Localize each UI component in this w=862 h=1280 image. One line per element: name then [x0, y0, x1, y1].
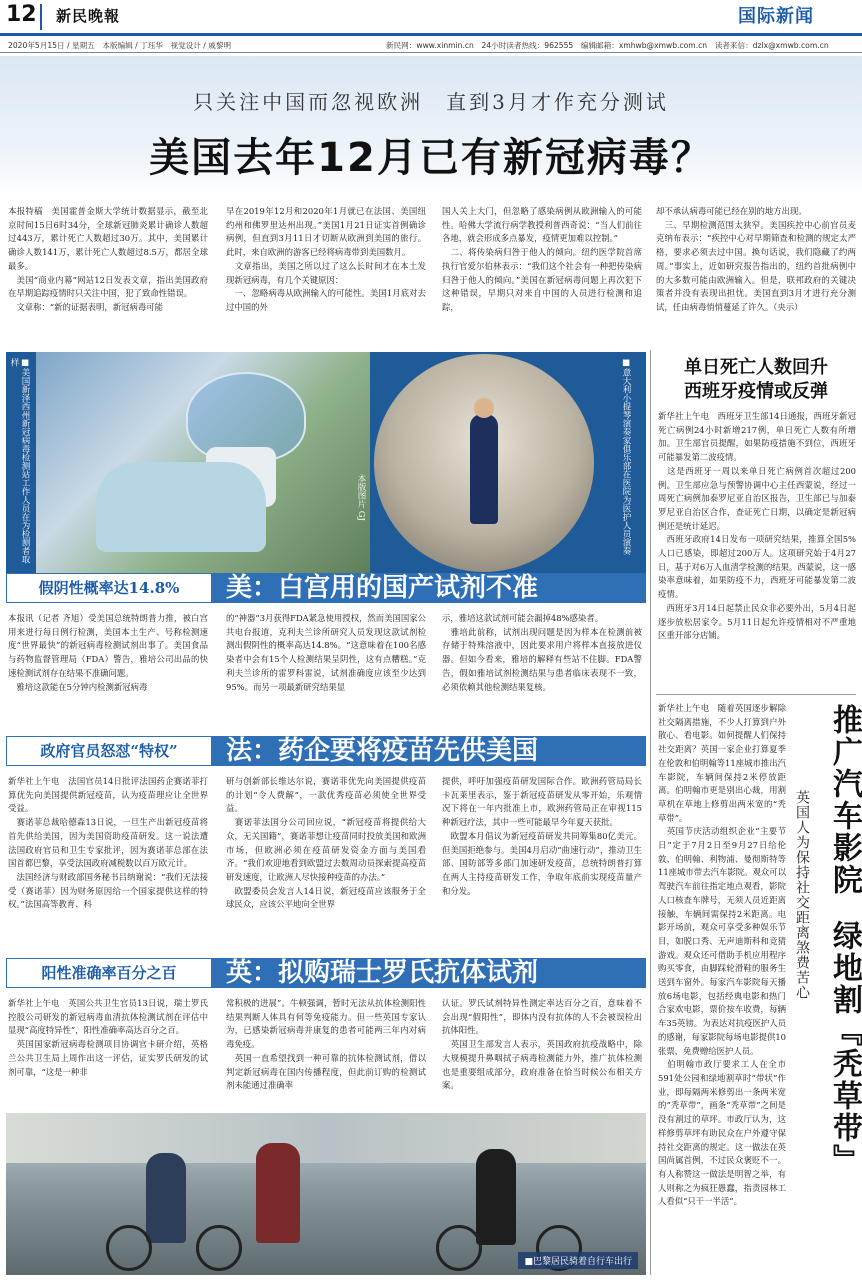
story-uk-side-label: 阳性准确率百分之百 — [6, 958, 212, 988]
story-uk-headline: 英：拟购瑞士罗氏抗体试剂 — [226, 958, 539, 988]
story-uk-column-2: 常积极的进展”。牛顿强调，暂时无法从抗体检测阳性结果判断人体具有何等免疫能力。但一些英国专家认为，已感染新冠病毒并康复的患者可能两三年内对病毒免疫。 英国一直希望找到一种可靠的抗体检测试剂，借以判定新冠病毒在国内传播程度，但此前订购的检测试剂未能通过准确率 — [226, 998, 426, 1091]
cinema-subtitle: 英国人为保持社交距离煞费苦心 — [794, 790, 810, 1000]
glove-shape — [96, 462, 266, 552]
masthead-rule — [0, 33, 862, 36]
paper-name: 新民晚報 — [56, 7, 121, 25]
masthead-divider — [40, 4, 42, 30]
meta-rule — [0, 52, 862, 53]
page-number: 12 — [6, 2, 37, 27]
lead-column-4: 却不承认病毒可能已经在别的地方出现。 三、早期检测范围太狭窄。美国疾控中心前官员麦克纳布表示：“疾控中心对早期筛查和检测的规定太严格，要求必须去过中国。换句话说，我们隐藏了约两周。”事实上，近如研究报告指出的，纽约首批病例中的大多数可能由欧洲输入。但是，联邦政府的关键决策者并没有表现出担忧。美国直到3月才进行充分测试，任由病毒悄悄蔓延了许久。（央示） — [656, 206, 856, 312]
masthead — [0, 0, 862, 34]
bike-wheel-3 — [436, 1225, 482, 1271]
story-uk-column-1: 新华社上午电 英国公共卫生官员13日说，瑞士罗氏控股公司研发的新冠病毒血清抗体检测试剂在评估中显现“高度特异性”，阳性准确率高达百分之百。 英国国家新冠病毒检测项目协调官卡研介绍，英格兰公共卫生局上周作出这一评估，证实罗氏研发的试剂可靠，“这是一种非 — [8, 998, 208, 1077]
story-us-column-1: 本报讯（记者 齐旭）受美国总统特朗普力推，被白宫用来进行每日例行检测，美国本土生产、号称检测速度“世界最快”的新冠病毒检测试剂出事了。美国食品与药物监督管理局（FDA）警告，雅培公司出品的快速检测试剂存在结果不准确问题。 雅培这款能在5分钟内检测新冠病毒 — [8, 613, 208, 692]
sidebar-divider — [656, 694, 856, 695]
caption-left: ■美国新泽西州新冠病毒检测站工作人员在为检测者取样 — [9, 358, 30, 564]
cinema-body: 新华社上午电 随着英国逐步解除社交隔离措施，不少人打算到户外散心、看电影。如何提醒人们保持社交距离？英国一家企业打算夏季在伦敦和伯明翰等11座城市推出汽车影院，车辆间保持2米停放距离。伯明翰市更是别出心裁，用割草机在草地上修剪出两米宽的“秃草带”。 英国节庆活动组织企业“主要节日”定于7月2日至9月27日给伦敦、伯明翰、利物浦、曼彻斯特等11座城市带去汽车影院。观众可以驾驶汽车前往指定地点观看，影院人口核查车牌号，无须人员近距离接触，车辆间需保持2米距离。电影开场前，观众可享受多种娱乐节目，如脱口秀、无声迪斯科和竞猜游戏。观众还可借助手机应用程序购买零食，由脚踩轮滑鞋的服务生送到车窗外。每家汽车影院每天播放6场电影，包括经典电影和热门合家欢电影，票价按车收费，每辆车35英镑。为表达对抗疫医护人员的感谢，每家影院每场电影提供10张票，免费赠给医护人员。 伯明翰市政厅要求工人在全市591处公园和绿地割草时“带状”作业，即每隔两米修剪出一条两米宽的“秃草带”，画条“秃草带”之间是没有割过的草坪。市政厅认为，这样修剪草坪有助民众在户外遵守保持社交距离的规定。这一做法在英国尚属首例，不过民众褒贬不一。有人称赞这一做法是明智之举，有人则称之为疯狂愚蠢，指责园林工人看似“只干一半活”。 — [658, 703, 786, 1207]
lead-column-2: 早在2019年12月和2020年1月就已在法国、美国纽约州和佛罗里达州出现。”美国1月21日证实首例确诊病例，但直到3月11日才切断从欧洲到美国的旅行。此时，来自欧洲的游客已经将病毒带到美国数月。 文章指出，美国之所以过了这么长时间才在本土发现新冠病毒，有几个关键原因： 一、忽略病毒从欧洲输入的可能性。美国1月底对去过中国的外 — [226, 206, 426, 312]
cyclist-figure-3 — [476, 1149, 516, 1245]
bike-wheel-2 — [196, 1225, 242, 1271]
photo-section — [6, 352, 646, 574]
photo-paris-cyclists — [6, 1113, 646, 1275]
photo-testing-site — [36, 352, 370, 574]
bottom-photo-caption: ■巴黎居民骑着自行车出行 — [518, 1252, 638, 1269]
cinema-title-part2: 绿地割『秃草带』 — [827, 920, 862, 1176]
date-line: 2020年5月15日 / 星期五 本版编辑 / 丁珏华 视觉设计 / 戚黎明 — [8, 41, 232, 50]
story-france-headline: 法：药企要将疫苗先供美国 — [226, 736, 539, 766]
story-france-side-label: 政府官员怒怼“特权” — [6, 736, 212, 766]
story-banner-us — [6, 573, 646, 603]
story-banner-uk — [6, 958, 646, 988]
story-uk-column-3: 认证。罗氏试剂特异性测定率达百分之百，意味着不会出现“假阳性”，即体内没有抗体的人不会被误检出抗体阳性。 英国卫生部发言人表示，英国政府抗疫战略中，除大规模提升鼻咽拭子病毒检测能力外，推广抗体检测也是重要组成部分，政府准备在恰当时候公布相关方案。 — [442, 998, 642, 1091]
story-france-column-2: 研与创新部长维达尔说，赛诺菲优先向美国提供疫苗的计划“令人费解”，一款优秀疫苗必须使全世界受益。 赛诺菲法国分公司回应说，“新冠疫苗将提供给大众，无关国籍”，赛诺菲想让疫苗同时投放美国和欧洲市场，但欧洲必须在疫苗研发资金方面与美国看齐。“我们欢迎地看到欧盟过去数周动员探索提高疫苗研发速度，让欧洲人尽快接种疫苗的办法。” 欧盟委员会发言人14日说，新冠疫苗应该服务于全球民众，应该公平地向全世界 — [226, 776, 426, 910]
story-us-side-label: 假阴性概率达14.8% — [6, 573, 212, 603]
caption-strip-right — [606, 352, 646, 574]
story-france-column-3: 提供，呼吁加强疫苗研发国际合作。欧洲药管局局长卡瓦莱里表示，鉴于新冠疫苗研发从零开始，乐观情况下将在一年内批准上市，欧洲药管局正在审视115种新冠疗法，其中一些可能最早今年夏天获批。 欧盟本月倡议为新冠疫苗研发共同筹集80亿美元。但美国拒绝参与。美国4月启动“曲速行动”，推动卫生部、国防部等多部门加速研发疫苗，总统特朗普打算在两人主持疫苗研发工作，争取年底前实现疫苗量产和分发。 — [442, 776, 642, 896]
spain-headline-line1: 单日死亡人数回升 — [684, 357, 828, 378]
violinist-figure — [470, 414, 498, 524]
bike-wheel-1 — [106, 1225, 152, 1271]
spain-body: 新华社上午电 西班牙卫生部14日通报，西班牙新冠死亡病例24小时新增217例，单日死亡人数有所增加。卫生部官员提醒，如果防疫措施不到位，西班牙可能暴发第二波疫情。 这是西班牙一周以来单日死亡病例首次超过200例。卫生部应急与预警协调中心主任西蒙说，经过一周死亡病例加泰罗尼亚自治区报告，卫生部已与加泰罗尼亚自治区合作，查证死亡日期，以确定是新冠病例还是统计延迟。 西班牙政府14日发布一项研究结果，推算全国5%人口已感染，即超过200万人。这项研究始于4月27日，基于对6万人血清学检测的结果。西蒙说，这一感染率意味着，如果防疫不力，西班牙可能暴发第二波疫情。 西班牙3月14日起禁止民众非必要外出，5月4日起逐步放松居家令。5月11日起允许疫情相对不严重地区重开部分店铺。 — [658, 411, 856, 641]
contact-line: 新民网：www.xinmin.cn 24小时读者热线：962555 编辑邮箱：xmhwb@xmwb.com.cn 读者来信：dzlx@xmwb.com.cn — [386, 41, 829, 50]
photo-violinist — [374, 354, 594, 572]
kicker: 只关注中国而忽视欧洲 直到3月才作充分测试 — [193, 90, 669, 114]
story-banner-france — [6, 736, 646, 766]
caption-strip-left — [6, 352, 36, 574]
story-us-column-2: 的“神器”3月获得FDA紧急使用授权，然而美国国家公共电台报道，克利夫兰诊所研究人员发现这款试剂检测出假阴性的概率高达14.8%。“这意味着在100名感染者中会有15个人检测结果呈阴性，这有点糟糕。”克利夫兰诊所的雷罗科雷说，试剂准确度应该至少达到95%。而另一项最新研究结果显 — [226, 613, 426, 692]
cinema-title-part1: 推广汽车影院 — [827, 704, 862, 896]
story-france-column-1: 新华社上午电 法国官员14日批评法国药企赛诺菲打算优先向美国提供新冠疫苗，认为疫苗理应让全世界受益。 赛诺菲总裁哈德森13日说，一旦生产出新冠疫苗将首先供给美国，因为美国资助疫苗研发。这一说法遭法国政府官员和卫生专家批评，因为赛诺菲总部在法国首都巴黎，享受法国政府减税数以百万欧元计。 法国经济与财政部国务秘书吕纳谢说：“我们无法接受（赛诺菲）因为财务原因给一个国家提供这样的特权。”法国高等教育、科 — [8, 776, 208, 910]
section-name: 国际新闻 — [738, 6, 814, 27]
cyclist-figure-1 — [146, 1153, 186, 1243]
cyclist-figure-2 — [256, 1143, 300, 1243]
spain-headline-line2: 西班牙疫情或反弹 — [684, 381, 828, 402]
caption-right: ■意大利小提琴演奏家俱乐部在医院为医护人员演奏 — [621, 358, 631, 555]
photo-street-background — [6, 1113, 646, 1163]
column-divider — [650, 350, 651, 1275]
story-us-headline: 美：白宫用的国产试剂不准 — [226, 573, 539, 603]
lead-column-1: 本报特稿 美国霍普金斯大学统计数据显示，截至北京时间15日6时34分，全球新冠肺炎累计确诊人数超过443万，累计死亡人数超过30万。其中，美国累计确诊人数141万，累计死亡人数超过8.5万，都居全球最多。 美国“商业内幕”网站12日发表文章，指出美国政府在早期追踪疫情时只关注中国，犯了致命性错误。 文章称：“新的证据表明，新冠病毒可能 — [8, 206, 208, 312]
story-us-column-3: 示，雅培这款试剂可能会漏掉48%感染者。 雅培此前称，试剂出现问题是因为样本在检测前被存储于特殊溶液中，因此要求用户将样本直接放进仪器。但如今看来，雅培的解释有些站不住脚。FDA警告，假如雅培试剂检测结果与患者临床表现不一致，必须依赖其他检测结果复核。 — [442, 613, 642, 692]
violinist-head — [474, 398, 494, 418]
main-headline: 美国去年12月已有新冠病毒？ — [149, 135, 713, 181]
lead-column-3: 国人关上大门，但忽略了感染病例从欧洲输入的可能性。哈佛大学流行病学教授利普西奇说：“当人们前往各地，就会形成多点暴发，疫情更加难以控制。” 二、将传染病归咎于他人的倾向。纽约医学院首席执行官爱尔伯林表示：“我们这个社会有一种把传染病归咎于他人的倾向。”美国在新冠病毒问题上再次犯下这种错误，早期只对来自中国的人员进行检测和追踪， — [442, 206, 642, 312]
photo-credit: 本版图片 GJ — [356, 474, 366, 521]
